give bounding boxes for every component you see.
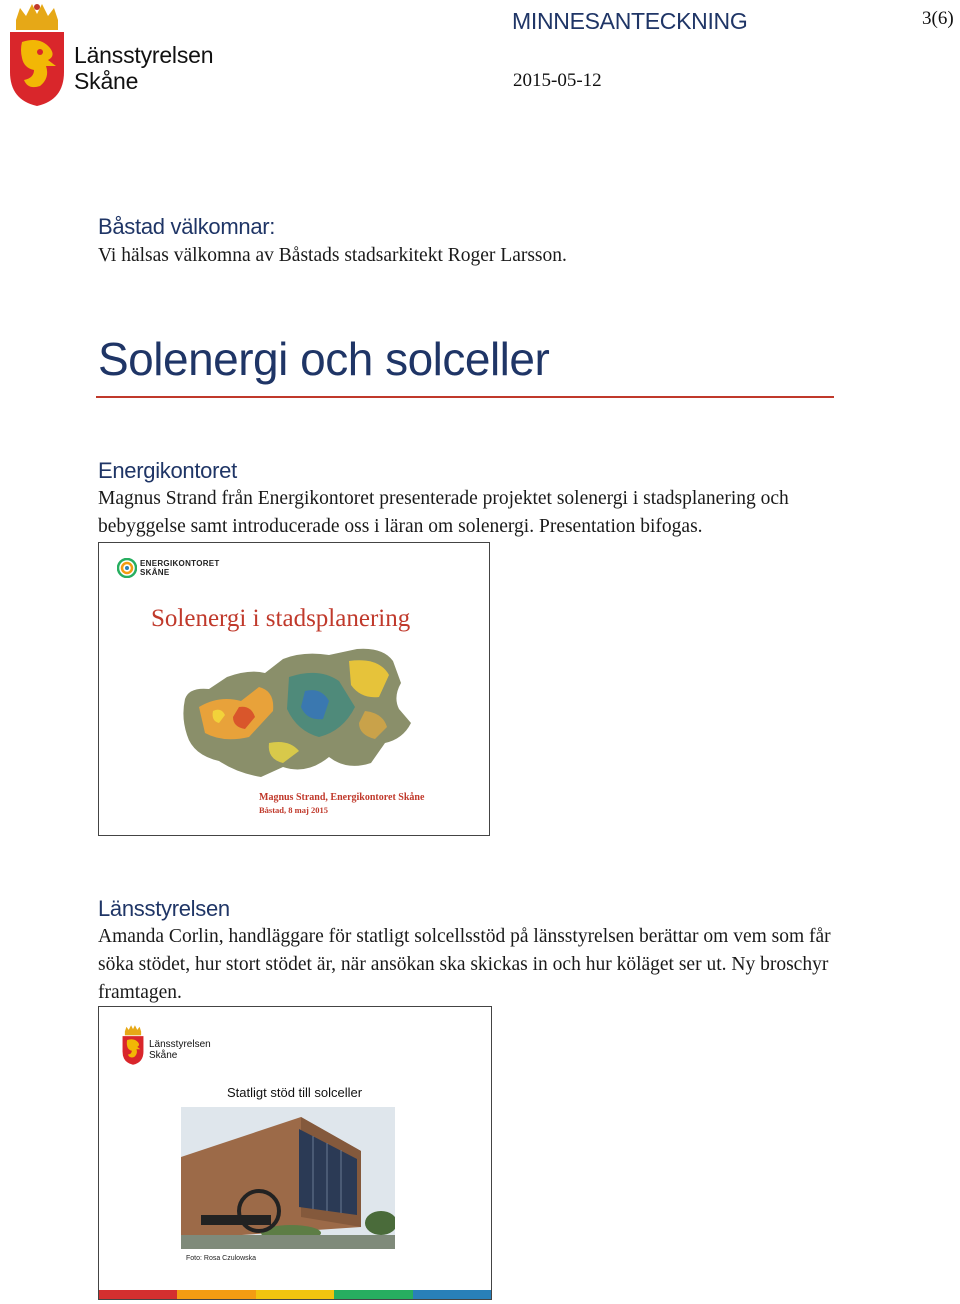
slide-date: Båstad, 8 maj 2015 [259,805,328,815]
slide-lansstyrelsen-logo [121,1021,231,1069]
section-heading-welcome: Båstad välkomnar: [98,214,276,239]
slide-crest-icon [121,1023,145,1067]
photo-credit: Foto: Rosa Czulowska [186,1255,257,1262]
slide-title: Solenergi i stadsplanering [151,605,411,632]
section-text-energikontoret: Magnus Strand från Energikontoret presenterade projektet solenergi i stadsplanering och bebyggelse samt introducerade oss i läran om solenergi. Presentation bifogas. [98,488,789,537]
title-divider [96,396,834,398]
page-title: Solenergi och solceller [98,333,550,385]
lansstyrelsen-logo [6,2,216,108]
logo-text-line1: Länsstyrelsen [74,42,214,68]
energikontoret-logo [117,557,237,579]
slide-presenter: Magnus Strand, Energikontoret Skåne [259,792,425,803]
energikontoret-logo-line1: ENERGIKONTORET [140,559,220,568]
presentation-slide-solcellsstod [98,1006,492,1300]
building-solar-photo [181,1107,395,1249]
section-heading-energikontoret: Energikontoret [98,458,237,483]
document-type: MINNESANTECKNING [512,8,748,34]
logo-text-line2: Skåne [74,68,139,94]
document-date: 2015-05-12 [513,70,602,91]
slide-logo-line2: Skåne [149,1050,178,1061]
section-text-lansstyrelsen: Amanda Corlin, handläggare för statligt solcellsstöd på länsstyrelsen berättar om vem som får söka stödet, hur stort stödet är, när ansökan ska skickas in och hur köläget ser ut. Ny broschyr framtagen. [98,926,831,1003]
page-number: 3(6) [922,8,954,29]
slide-title: Statligt stöd till solceller [227,1085,363,1100]
slide-logo-line1: Länsstyrelsen [149,1039,211,1050]
section-text-welcome: Vi hälsas välkomna av Båstads stadsarkitekt Roger Larsson. [98,245,567,266]
color-stripe [99,1290,491,1299]
energikontoret-logo-line2: SKÅNE [140,568,170,577]
solar-map-image [179,647,415,779]
crest-icon [6,2,68,108]
presentation-slide-solenergi [98,542,490,836]
energikontoret-emblem-icon [117,558,137,578]
section-heading-lansstyrelsen: Länsstyrelsen [98,896,230,921]
